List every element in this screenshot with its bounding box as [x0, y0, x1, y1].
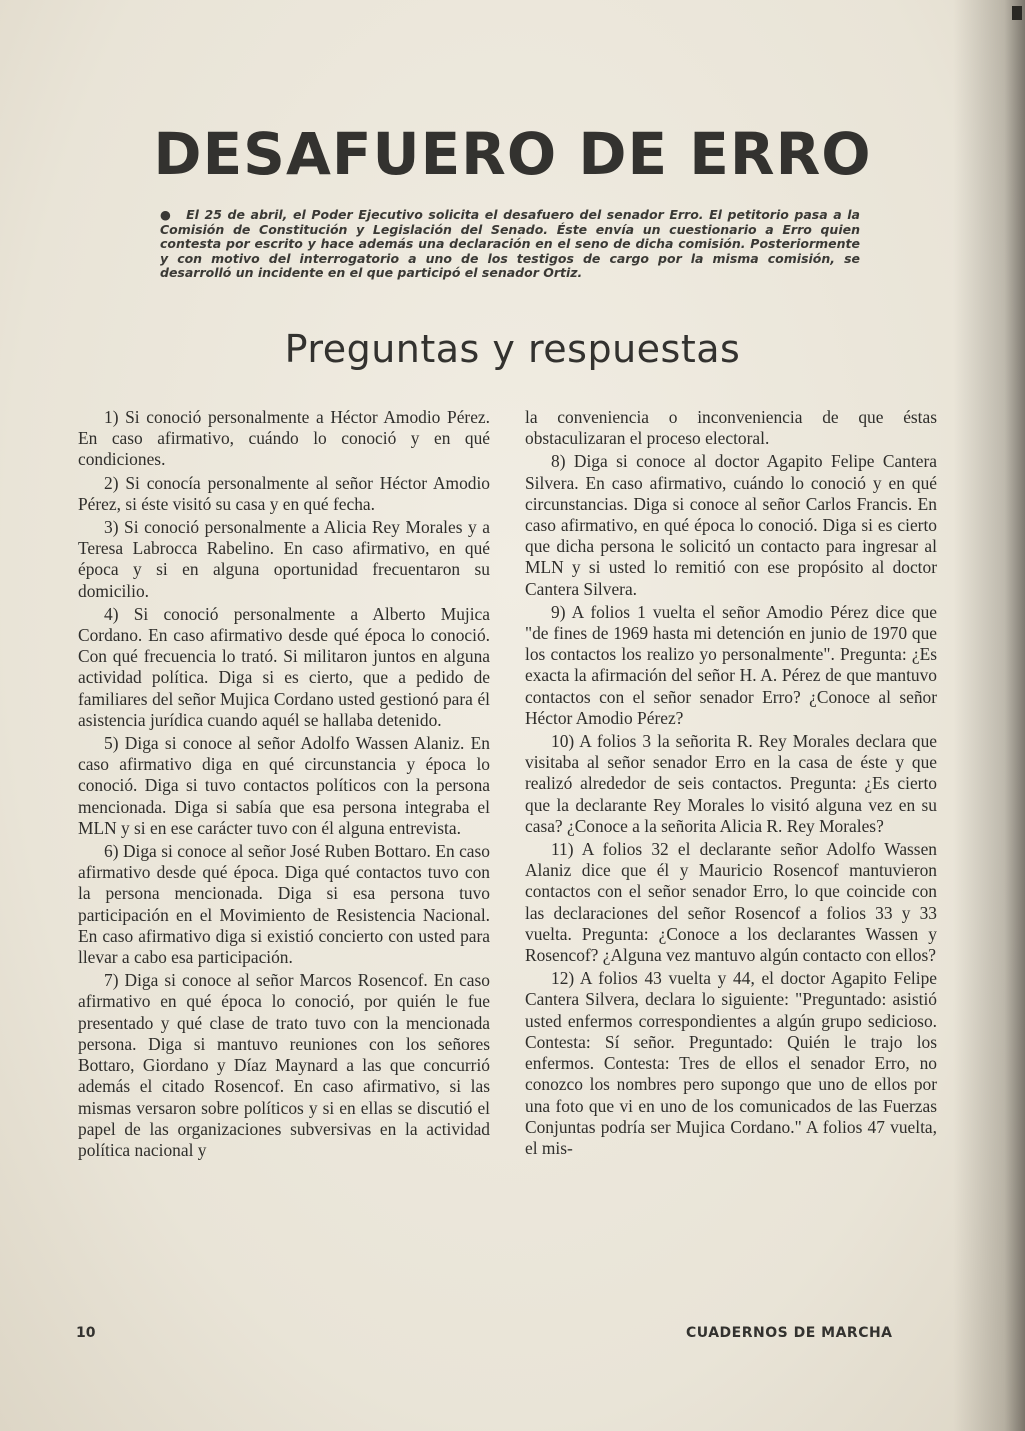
intro-text: El 25 de abril, el Poder Ejecutivo solicita el desafuero del senador Erro. El petitorio pasa a la Comisión de Constitución y Legislación del Senado. Éste envía un cuestionario a Erro quien contesta por escrito y hace además una declaración en el seno de dicha comisión. Posteriormente y con motivo del interrogatorio a uno de los testigos de cargo por la misma comisión, se desarrolló un incidente en el que participó el senador Ortiz.	[160, 207, 860, 281]
question-9: 9) A folios 1 vuelta el señor Amodio Pérez dice que "de fines de 1969 hasta mi detención en junio de 1970 que los contactos los realizo yo personalmente". Pregunta: ¿Es exacta la afirmación del señor H. A. Pérez de que mantuvo contactos con el señor senador Erro? ¿Conoce al señor Héctor Amodio Pérez?	[525, 601, 937, 728]
page-number: 10	[76, 1325, 96, 1341]
article-intro	[160, 208, 860, 281]
question-1: 1) Si conoció personalmente a Héctor Amodio Pérez. En caso afirmativo, cuándo lo conoció y en qué condiciones.	[78, 407, 490, 470]
question-3: 3) Si conoció personalmente a Alicia Rey Morales y a Teresa Labrocca Rabelino. En caso afirmativo, en qué época y si en alguna oportunidad frecuentaron su domicilio.	[78, 517, 490, 601]
question-7: 7) Diga si conoce al señor Marcos Rosencof. En caso afirmativo en qué época lo conoció, por quién le fue presentado y qué clase de trato tuvo con la mencionada persona. Diga si mantuvo reuniones con los señores Bottaro, Giordano y Díaz Maynard a las que concurrió además el citado Rosencof. En caso afirmativo, si las mismas versaron sobre políticos y si en ellas se discutió el papel de las organizaciones subversivas en la actividad política nacional y	[78, 970, 490, 1160]
question-7-continued: la conveniencia o inconveniencia de que éstas obstaculizaran el proceso electoral.	[525, 407, 937, 449]
question-10: 10) A folios 3 la señorita R. Rey Morales declara que visitaba al señor senador Erro en la casa de éste y que realizó alrededor de seis contactos. Pregunta: ¿Es cierto que la declarante Rey Morales lo visitó alguna vez en su casa? ¿Conoce a la señorita Alicia R. Rey Morales?	[525, 731, 937, 836]
question-2: 2) Si conocía personalmente al señor Héctor Amodio Pérez, si éste visitó su casa y en qué fecha.	[78, 472, 490, 514]
article-subhead: Preguntas y respuestas	[284, 327, 741, 371]
question-8: 8) Diga si conoce al doctor Agapito Felipe Cantera Silvera. En caso afirmativo, cuándo lo conoció y en qué circunstancias. Diga si conoce al señor Carlos Francis. En caso afirmativo, en qué época lo conoció. Diga si es cierto que dicha persona le solicitó un contacto para ingresar al MLN y si usted lo remitió con ese propósito al doctor Cantera Silvera.	[525, 451, 937, 599]
question-11: 11) A folios 32 el declarante señor Adolfo Wassen Alaniz dice que él y Mauricio Rosencof mantuvieron contactos con el señor senador Erro, lo que coincide con las declaraciones del señor Rosencof a folios 33 y 33 vuelta. Pregunta: ¿Conoce a los declarantes Wassen y Rosencof? ¿Alguna vez mantuvo algún contacto con ellos?	[525, 839, 937, 966]
text-column-left	[78, 407, 490, 1163]
question-12: 12) A folios 43 vuelta y 44, el doctor Agapito Felipe Cantera Silvera, declara lo siguiente: "Preguntado: asistió usted enfermos correspondientes a algún grupo sedicioso. Contesta: Sí señor. Preguntado: Quién le trajo los enfermos. Contesta: Tres de ellos el senador Erro, no conozco los nombres pero supongo que uno de ellos por una foto que vi en uno de los comunicados de las Fuerzas Conjuntas podría ser Mujica Cordano." A folios 47 vuelta, el mis-	[525, 968, 937, 1158]
question-5: 5) Diga si conoce al señor Adolfo Wassen Alaniz. En caso afirmativo diga en qué circunstancia y época lo conoció. Diga si tuvo contactos políticos con la persona mencionada. Diga si sabía que esa persona integraba el MLN y si en ese carácter tuvo con él alguna entrevista.	[78, 733, 490, 838]
intro-bullet-icon: ●	[160, 207, 173, 222]
article-headline: DESAFUERO DE ERRO	[153, 120, 872, 188]
question-4: 4) Si conoció personalmente a Alberto Mujica Cordano. En caso afirmativo desde qué época lo conoció. Con qué frecuencia lo trató. Si militaron juntos en alguna actividad política. Diga si es cierto, que a pedido de familiares del señor Mujica Cordano usted gestionó para él asistencia jurídica cuando aquél se hallaba detenido.	[78, 603, 490, 730]
publication-name: CUADERNOS DE MARCHA	[686, 1325, 893, 1341]
text-column-right	[525, 407, 937, 1161]
question-6: 6) Diga si conoce al señor José Ruben Bottaro. En caso afirmativo desde qué época. Diga qué contactos tuvo con la persona mencionada. Diga si esa persona tuvo participación en el Movimiento de Resistencia Nacional. En caso afirmativo diga si existió concierto con usted para llevar a cabo esa participación.	[78, 841, 490, 968]
print-corner-mark	[1012, 6, 1022, 20]
